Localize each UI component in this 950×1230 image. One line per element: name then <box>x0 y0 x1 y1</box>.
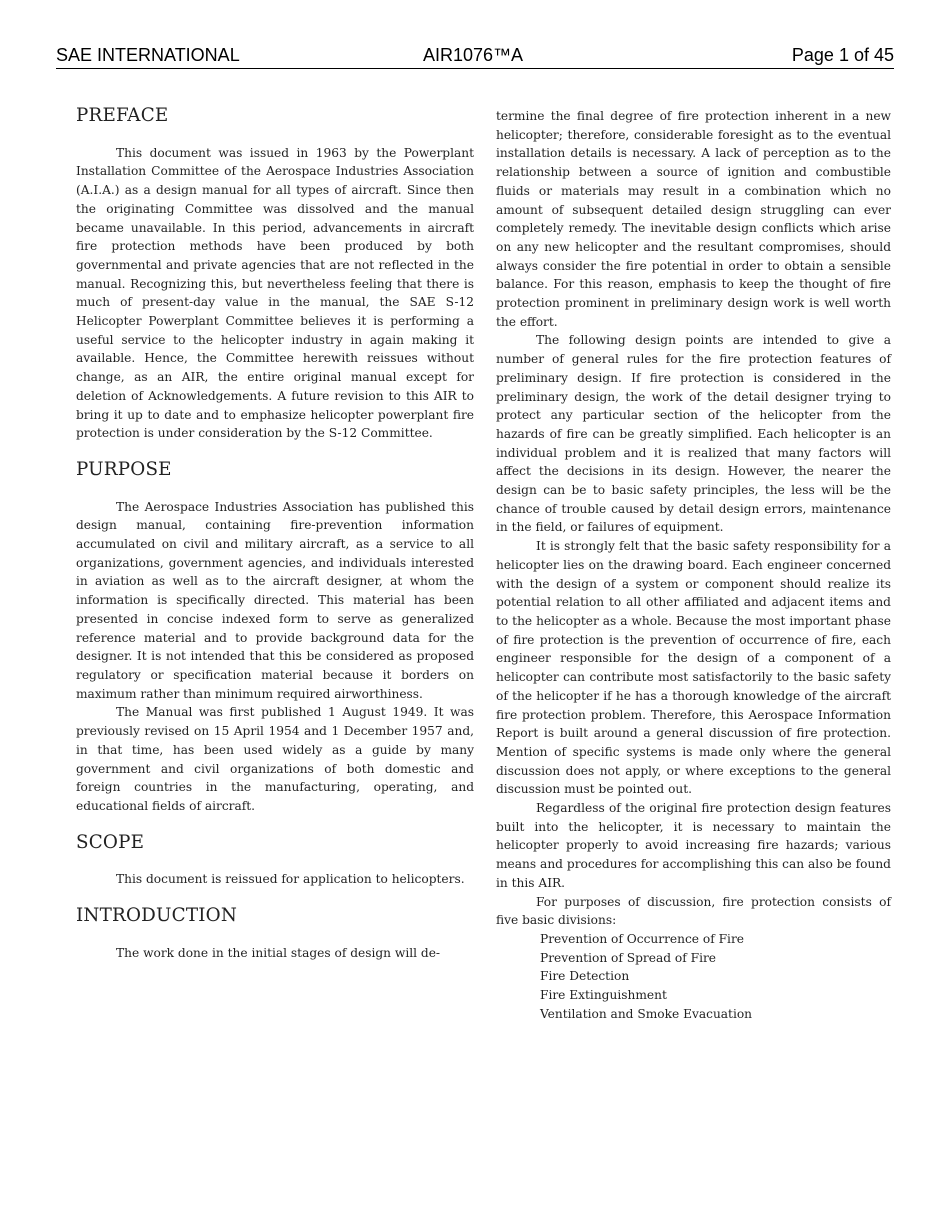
list-item: Prevention of Occurrence of Fire <box>540 931 744 946</box>
introduction-paragraph-5: For purposes of discussion, fire protection consists of five basic divisions: <box>496 894 891 928</box>
header-doc-id: AIR1076™A <box>423 45 524 65</box>
list-item: Ventilation and Smoke Evacuation <box>540 1006 753 1021</box>
page-header <box>56 42 894 69</box>
list-item: Fire Extinguishment <box>540 988 667 1003</box>
purpose-heading: PURPOSE <box>76 458 172 480</box>
purpose-paragraph-2: The Manual was first published 1 August 1949. It was previously revised on 15 April 1954 and 1 December 1957 and, in that time, has been used widely as a guide by many government and civil organizations of both domestic and foreign countries in the manufacturing, operating, and educational fields of aircraft. <box>76 705 474 813</box>
header-page-number: Page 1 of 45 <box>791 45 894 65</box>
introduction-paragraph-3: It is strongly felt that the basic safety responsibility for a helicopter lies on the drawing board. Each engineer concerned with the design of a system or component should realize its potential relation to all other affiliated and adjacent items and to the helicopter as a whole. Because the most important phase of fire protection is the prevention of occurrence of fire, each engineer responsible for the design of a component of a helicopter can contribute most satisfactorily to the basic safety of the helicopter if he has a thorough knowledge of the aircraft fire protection problem. Therefore, this Aerospace Information Report is built around a general discussion of fire protection. Mention of specific systems is made only where the general discussion does not apply, or where exceptions to the general discussion must be pointed out. <box>496 539 891 797</box>
right-column <box>496 107 891 1023</box>
fire-protection-divisions-list <box>496 930 891 1024</box>
introduction-paragraph-2: The following design points are intended to give a number of general rules for the fire protection features of preliminary design. If fire protection is considered in the preliminary design, the work of the detail designer trying to protect any particular section of the helicopter from the hazards of fire can be greatly simplified. Each helicopter is an individual problem and it is realized that many factors will affect the decisions in its design. However, the nearer the design can be to basic safety principles, the less will be the chance of trouble caused by detail design errors, maintenance in the field, or failures of equipment. <box>496 333 891 535</box>
preface-paragraph: This document was issued in 1963 by the Powerplant Installation Committee of the Aerospace Industries Association (A.I.A.) as a design manual for all types of aircraft. Since then the originating Committee was dissolved and the manual became unavailable. In this period, advancements in aircraft fire protection methods have been produced by both governmental and private agencies that are not reflected in the manual. Recognizing this, but nevertheless feeling that there is much of present-day value in the manual, the SAE S-12 Helicopter Powerplant Committee believes it is performing a useful service to the helicopter industry in again making it available. Hence, the Committee herewith reissues without change, as an AIR, the entire original manual except for deletion of Acknowledgements. A future revision to this AIR to bring it up to date and to emphasize helicopter powerplant fire protection is under consideration by the S-12 Committee. <box>76 145 474 441</box>
introduction-paragraph-1-continued: termine the final degree of fire protection inherent in a new helicopter; therefore, considerable foresight as to the eventual installation details is necessary. A lack of perception as to the relationship between a source of ignition and combustible fluids or materials may result in a combination which no amount of subsequent detailed design struggling can ever completely remedy. The inevitable design conflicts which arise on any new helicopter and the resultant compromises, should always consider the fire potential in order to obtain a sensible balance. For this reason, emphasis to keep the thought of fire protection prominent in preliminary design work is well worth the effort. <box>496 109 891 329</box>
scope-paragraph: This document is reissued for application to helicopters. <box>116 872 465 887</box>
header-org: SAE INTERNATIONAL <box>56 45 240 65</box>
introduction-paragraph-1-start: The work done in the initial stages of design will de- <box>116 945 441 960</box>
scope-heading: SCOPE <box>76 831 145 853</box>
list-item: Fire Detection <box>540 969 630 984</box>
list-item: Prevention of Spread of Fire <box>540 950 717 965</box>
preface-heading: PREFACE <box>76 105 169 126</box>
introduction-heading: INTRODUCTION <box>76 905 238 927</box>
left-column <box>76 107 474 962</box>
purpose-paragraph-1: The Aerospace Industries Association has published this design manual, containing fire-prevention information accumulated on civil and military aircraft, as a service to all organizations, government agencies, and individuals interested in aviation as well as to the aircraft designer, at whom the information is specifically directed. This material has been presented in concise indexed form to serve as generalized reference material and to provide background data for the designer. It is not intended that this be considered as proposed regulatory or specification material because it borders on maximum rather than minimum required airworthiness. <box>76 499 474 701</box>
introduction-paragraph-4: Regardless of the original fire protection design features built into the helicopter, it is necessary to maintain the helicopter properly to avoid increasing fire hazards; various means and procedures for accomplishing this can also be found in this AIR. <box>496 801 891 890</box>
